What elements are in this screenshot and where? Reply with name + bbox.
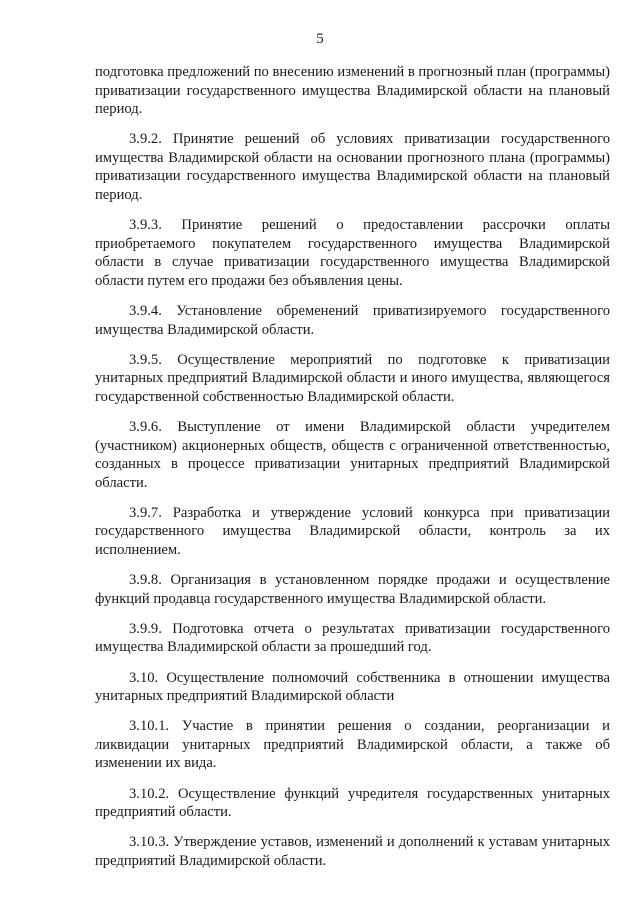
paragraph-3-9-4: 3.9.4. Установление обременений приватизируемого государственного имущества Владимирской области.	[95, 303, 610, 338]
document-body	[95, 63, 610, 882]
paragraph-3-10: 3.10. Осуществление полномочий собственника в отношении имущества унитарных предприятий Владимирской области	[95, 669, 610, 705]
paragraph-3-9-5: 3.9.5. Осуществление мероприятий по подготовке к приватизации унитарных предприятий Владимирской области и иного имущества, являющегося государственной собственностью Владимирской области.	[95, 351, 610, 405]
paragraph-3-9-3: 3.9.3. Принятие решений о предоставлении рассрочки оплаты приобретаемого покупателем государственного имущества Владимирской области в случае приватизации государственного имущества Владимирской области путем его продажи без объявления цены.	[95, 217, 610, 289]
paragraph-3-10-1: 3.10.1. Участие в принятии решения о создании, реорганизации и ликвидации унитарных предприятий Владимирской области, а также об изменении их вида.	[95, 718, 610, 772]
paragraph-3-9-7: 3.9.7. Разработка и утверждение условий конкурса при приватизации государственного имущества Владимирской области, контроль за их исполнением.	[95, 504, 610, 559]
paragraph-3-9-8: 3.9.8. Организация в установленном порядке продажи и осуществление функций продавца государственного имущества Владимирской области.	[95, 572, 610, 607]
paragraph-3-9-2: 3.9.2. Принятие решений об условиях приватизации государственного имущества Владимирской области на основании прогнозного плана (программы) приватизации государственного имущества Владимирской области на плановый период.	[95, 131, 610, 204]
paragraph-3-10-2: 3.10.2. Осуществление функций учредителя государственных унитарных предприятий области.	[95, 785, 610, 821]
paragraph-3-9-9: 3.9.9. Подготовка отчета о результатах приватизации государственного имущества Владимирской области за прошедший год.	[95, 620, 610, 656]
paragraph-continuation: подготовка предложений по внесению изменений в прогнозный план (программы) приватизации государственного имущества Владимирской области на плановый период.	[95, 64, 610, 118]
page-number: 5	[316, 31, 324, 47]
paragraph-3-10-3: 3.10.3. Утверждение уставов, изменений и дополнений к уставам унитарных предприятий Владимирской области.	[95, 834, 610, 869]
paragraph-3-9-6: 3.9.6. Выступление от имени Владимирской области учредителем (участником) акционерных обществ, обществ с ограниченной ответственностью, созданных в процессе приватизации унитарных предприятий Владимирской области.	[95, 419, 610, 491]
